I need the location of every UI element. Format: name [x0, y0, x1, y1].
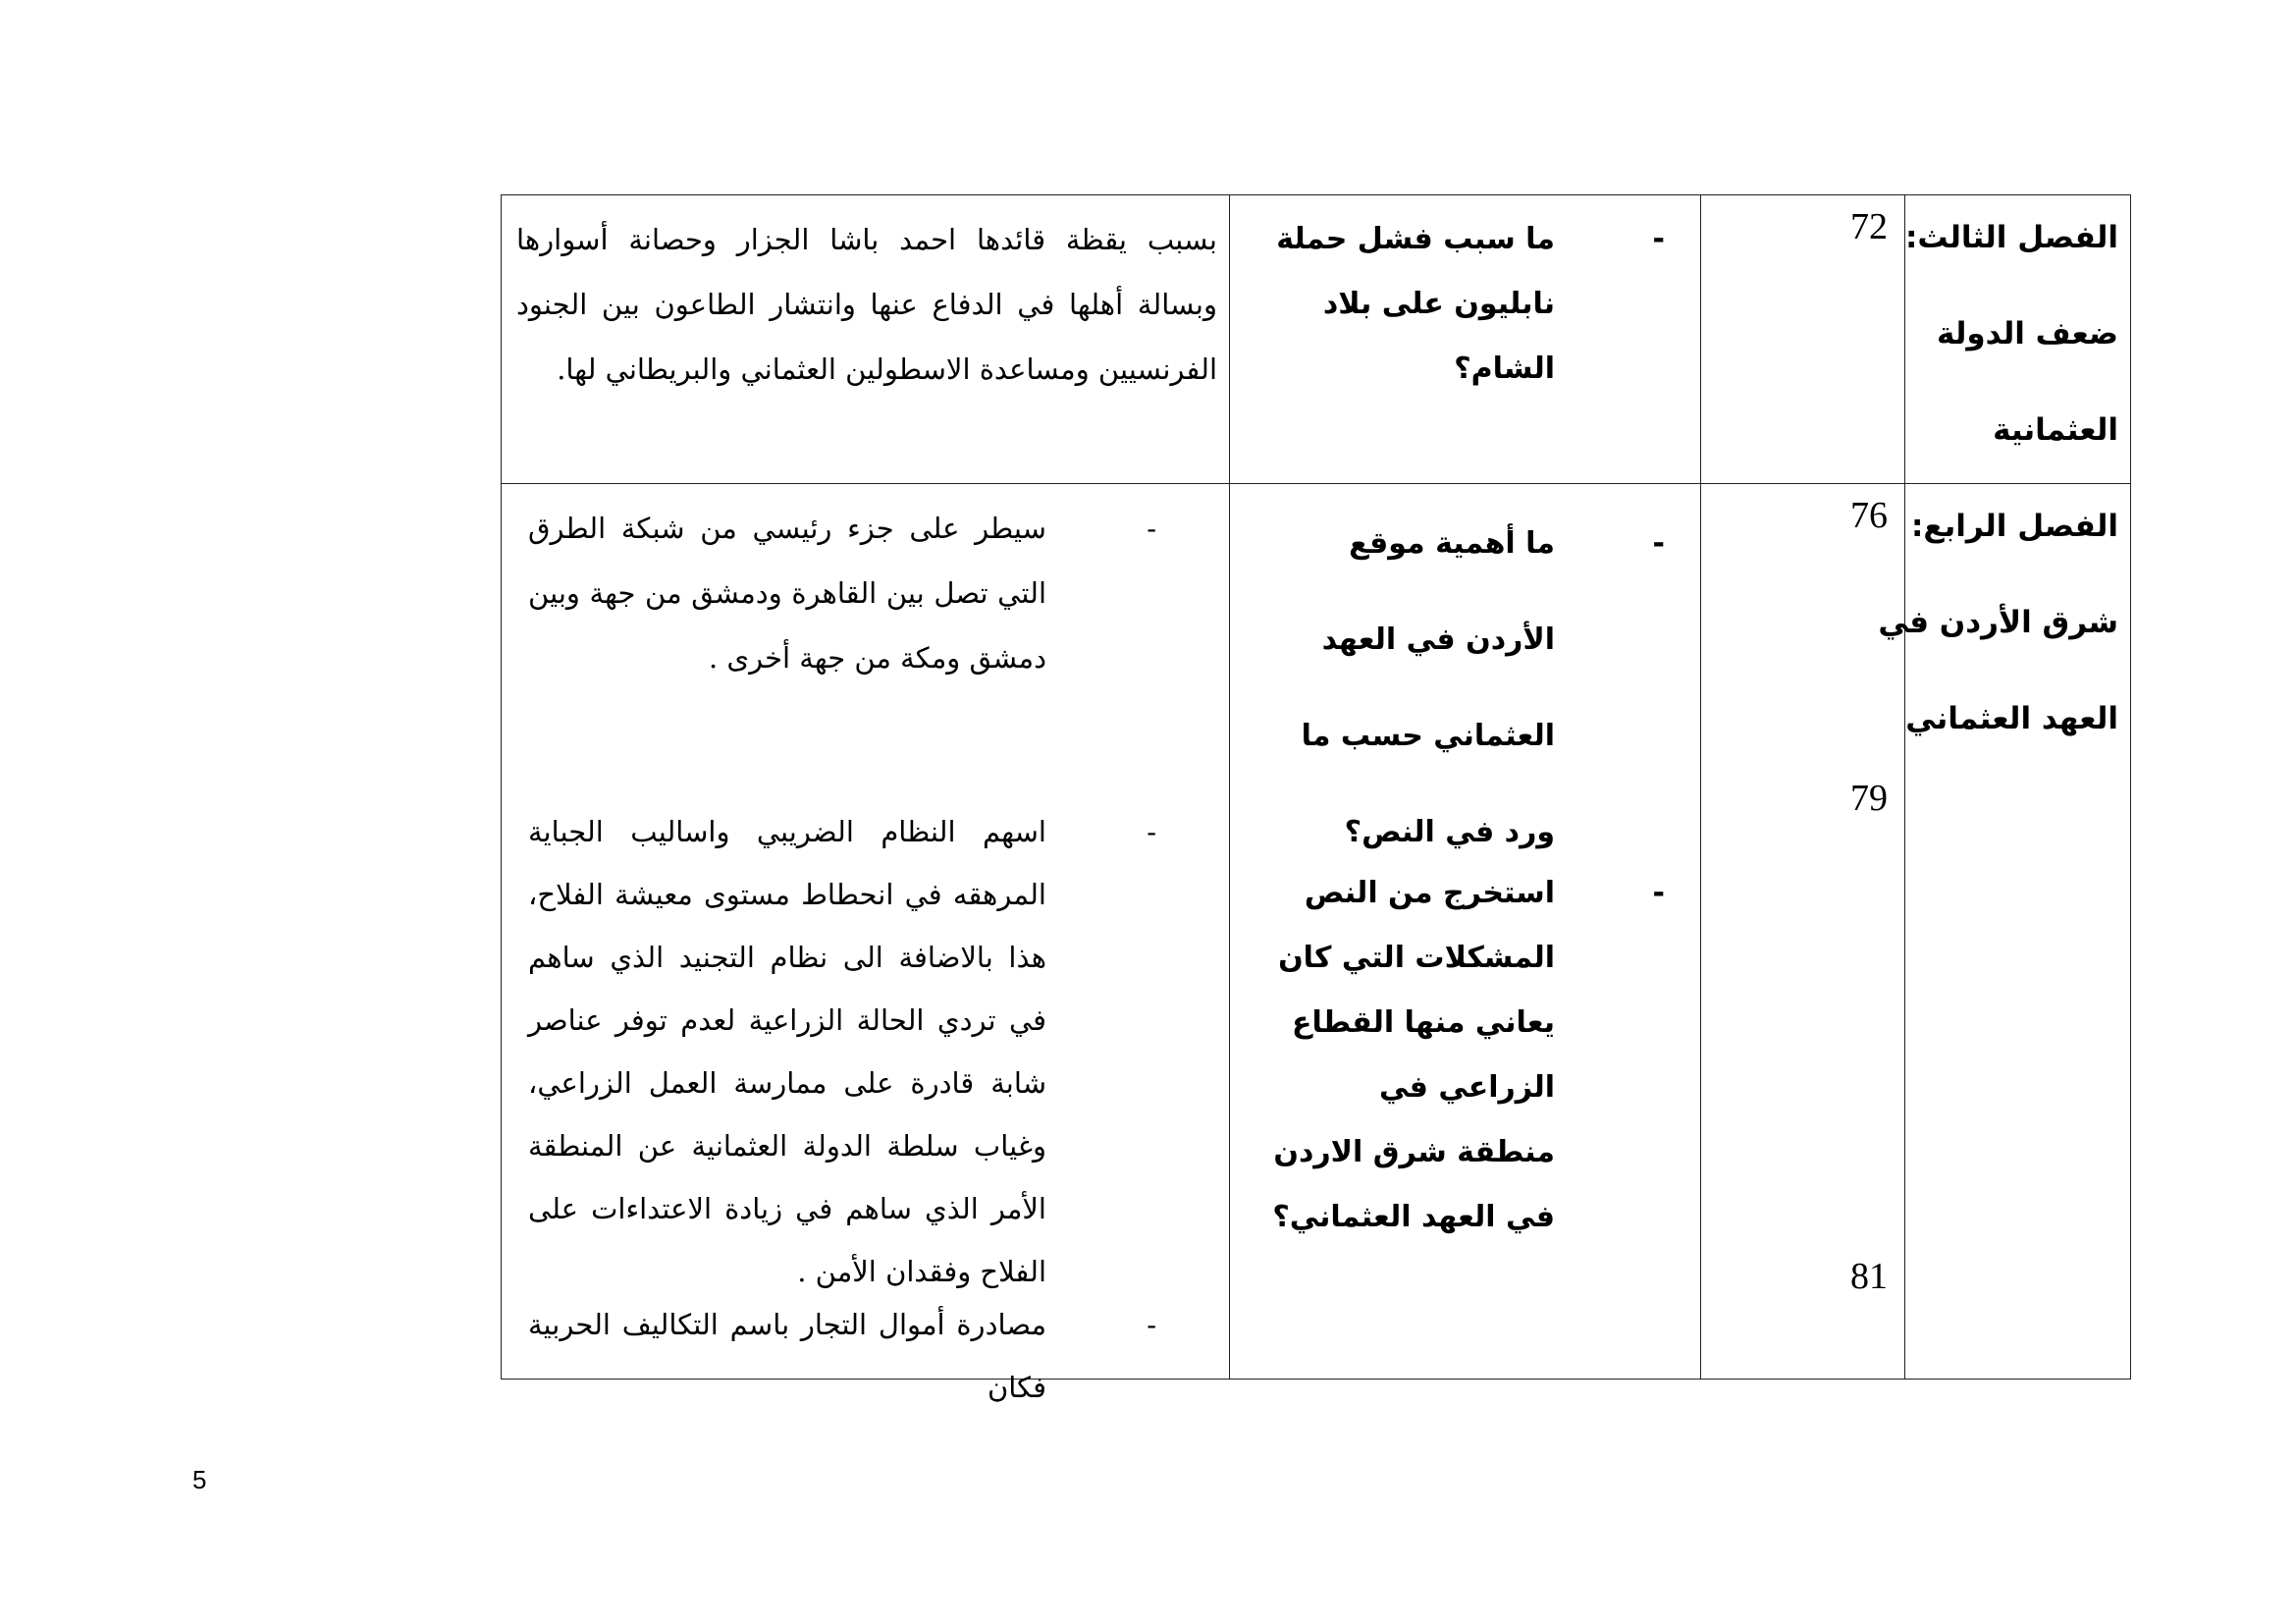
answer-text: اسهم النظام الضريبي واساليب الجباية المرهقه في انحطاط مستوى معيشة الفلاح، هذا بالاضافة الى نظام التجنيد الذي ساهم في تردي الحالة الزراعية لعدم توفر عناصر شابة قادرة على ممارسة العمل الزراعي، وغياب سلطة الدولة العثمانية عن المنطقة الأمر الذي ساهم في زيادة الاعتداءات على الفلاح وفقدان الأمن .	[528, 815, 1046, 1288]
chapter-title-line: الفصل الرابع:	[1911, 509, 2118, 544]
chapter-title-line: شرق الأردن في	[1878, 605, 2118, 640]
page-reference: 81	[1850, 1256, 1888, 1297]
bullet-dash: -	[1652, 526, 1665, 561]
chapter-title-line: الفصل الثالث:	[1905, 220, 2118, 255]
question-cell	[1230, 195, 1701, 484]
content-table	[501, 194, 2131, 1404]
page-reference: 76	[1850, 495, 1888, 536]
answer-cell	[502, 484, 1230, 1404]
answer-text: مصادرة أموال التجار باسم التكاليف الحربية فكان	[528, 1308, 1046, 1404]
bullet-dash: -	[1652, 222, 1665, 256]
table-row	[502, 195, 2131, 484]
bullet-dash: -	[1147, 1308, 1156, 1341]
question-text: ما سبب فشل حملة نابليون على بلاد الشام؟	[1276, 222, 1555, 386]
question-text: استخرج من النص المشكلات التي كان يعاني منها القطاع الزراعي في منطقة شرق الاردن في العهد العثماني؟	[1272, 876, 1555, 1234]
table-row	[502, 484, 2131, 1380]
page-cell	[1701, 484, 1905, 1380]
chapter-title-line: العثمانية	[1993, 412, 2118, 448]
bullet-dash: -	[1147, 815, 1156, 848]
question-text: ما أهمية موقع الأردن في العهد العثماني حسب ما ورد في النص؟	[1301, 526, 1555, 849]
answer-text: بسبب يقظة قائدها احمد باشا الجزار وحصانة أسوارها وبسالة أهلها في الدفاع عنها وانتشار الطاعون بين الجنود الفرنسيين ومساعدة الاسطولين العثماني والبريطاني لها.	[516, 223, 1217, 386]
bullet-dash: -	[1147, 512, 1156, 545]
page-cell	[1701, 195, 1905, 484]
question-cell	[1230, 484, 1701, 1380]
page-number: 5	[192, 1465, 207, 1494]
bullet-dash: -	[1652, 876, 1665, 910]
chapter-cell	[1905, 195, 2131, 484]
answer-cell	[502, 195, 1230, 484]
page-reference: 79	[1850, 778, 1888, 819]
chapter-cell	[1878, 484, 2131, 1380]
chapter-title-line: العهد العثماني	[1905, 701, 2118, 736]
chapter-title-line: ضعف الدولة	[1936, 316, 2118, 352]
answer-text: سيطر على جزء رئيسي من شبكة الطرق التي تصل بين القاهرة ودمشق من جهة وبين دمشق ومكة من جهة أخرى .	[528, 512, 1046, 675]
page-reference: 72	[1850, 206, 1888, 247]
